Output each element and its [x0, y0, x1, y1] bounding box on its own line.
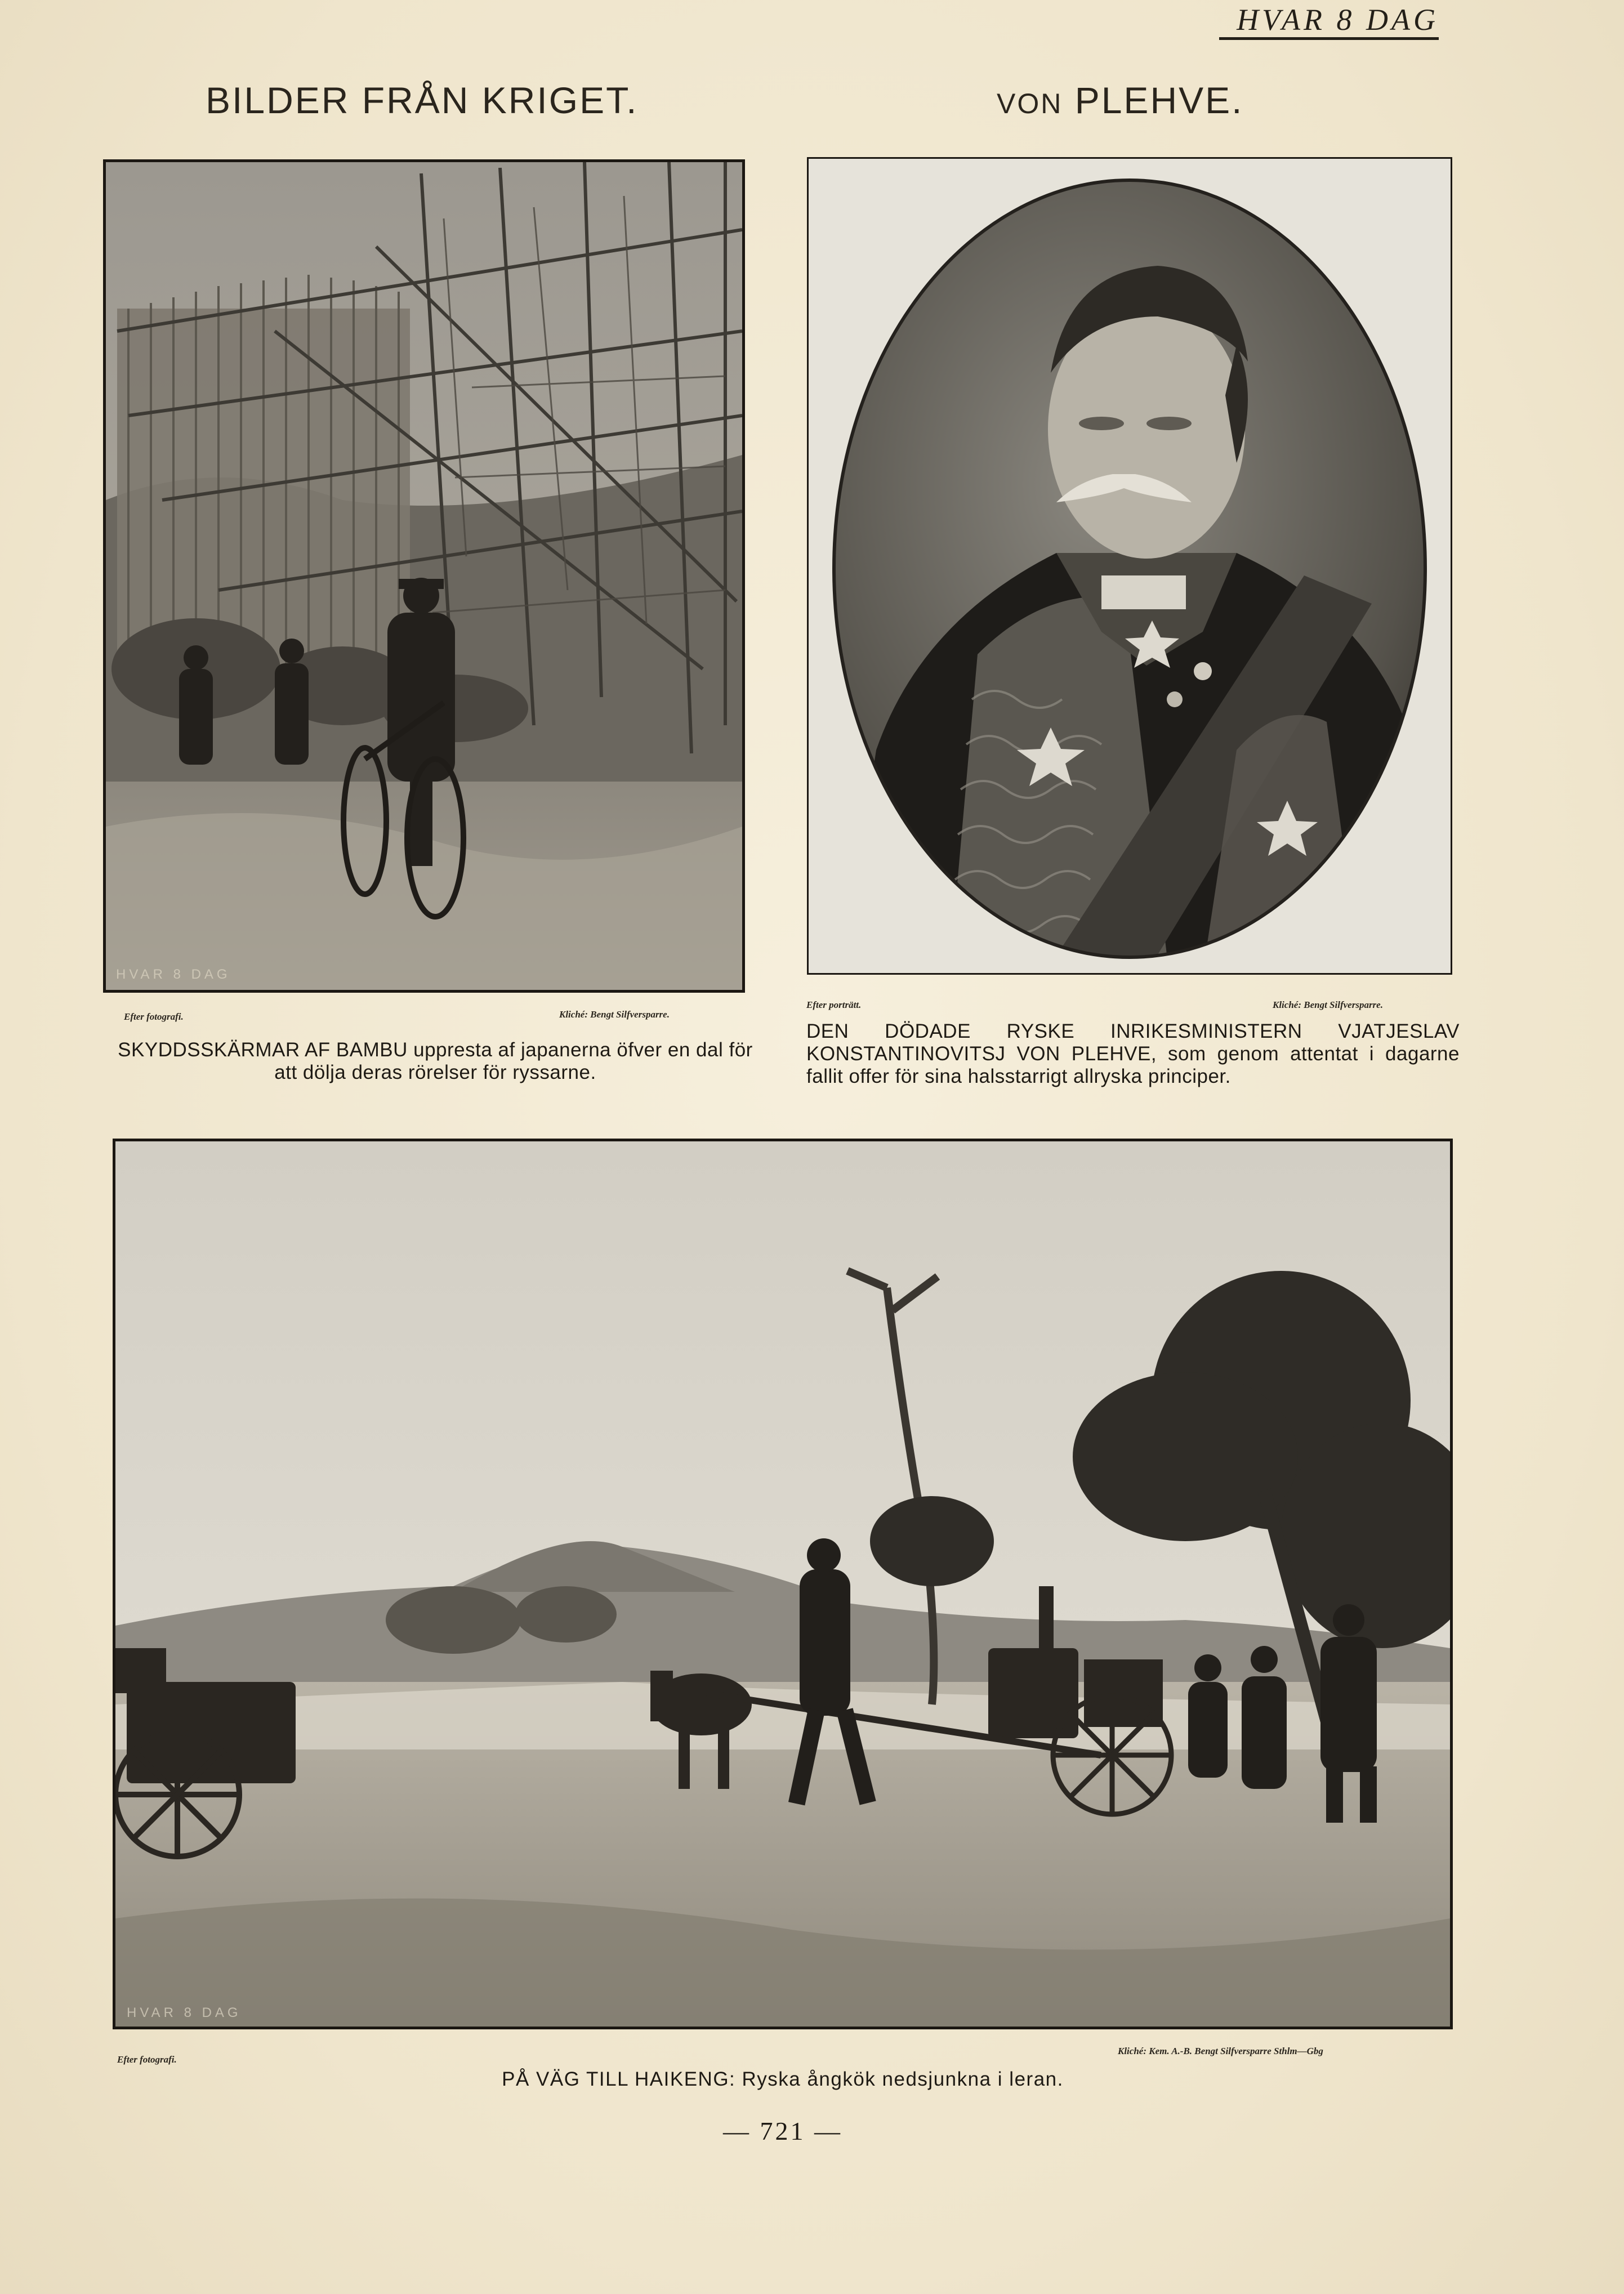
portrait-credit-right: Kliché: Bengt Silfversparre.: [1273, 999, 1383, 1010]
train-credit-right: Kliché: Kem. A.-B. Bengt Silfversparre Sthlm—Gbg: [1118, 2046, 1323, 2056]
train-credit-left: Efter fotografi.: [117, 2054, 177, 2065]
bamboo-credit-right: Kliché: Bengt Silfversparre.: [559, 1009, 670, 1020]
portrait-credit-left: Efter porträtt.: [806, 999, 862, 1010]
plehve-portrait-photo: [807, 157, 1452, 975]
bamboo-credit-left: Efter fotografi.: [124, 1011, 184, 1022]
field-kitchens-photo: [113, 1139, 1453, 2029]
title-prefix: VON: [997, 88, 1063, 119]
bamboo-caption: SKYDDSSKÄRMAR AF BAMBU uppresta af japanerna öfver en dal för att dölja deras rörelser för ryssarne.: [118, 1039, 753, 1083]
title-name: PLEHVE.: [1074, 79, 1244, 121]
train-caption: PÅ VÄG TILL HAIKENG: Ryska ångkök nedsjunkna i leran.: [502, 2068, 1064, 2090]
train-watermark: HVAR 8 DAG: [127, 2005, 242, 2020]
bamboo-watermark: HVAR 8 DAG: [116, 967, 231, 982]
plehve-caption: DEN DÖDADE RYSKE INRIKESMINISTERN VJATJESLAV KONSTANTINOVITSJ VON PLEHVE, som genom attentat i dagarne fallit offer för sina halsstarrigt allryska principer.: [806, 1020, 1460, 1087]
bamboo-screens-photo: [103, 159, 745, 993]
page-number: — 721 —: [723, 2117, 842, 2145]
masthead-rule: [1219, 37, 1439, 40]
section-title-von-plehve: [997, 79, 1244, 122]
section-title-war-pictures: BILDER FRÅN KRIGET.: [206, 79, 639, 121]
masthead-title: HVAR 8 DAG: [1237, 3, 1439, 37]
